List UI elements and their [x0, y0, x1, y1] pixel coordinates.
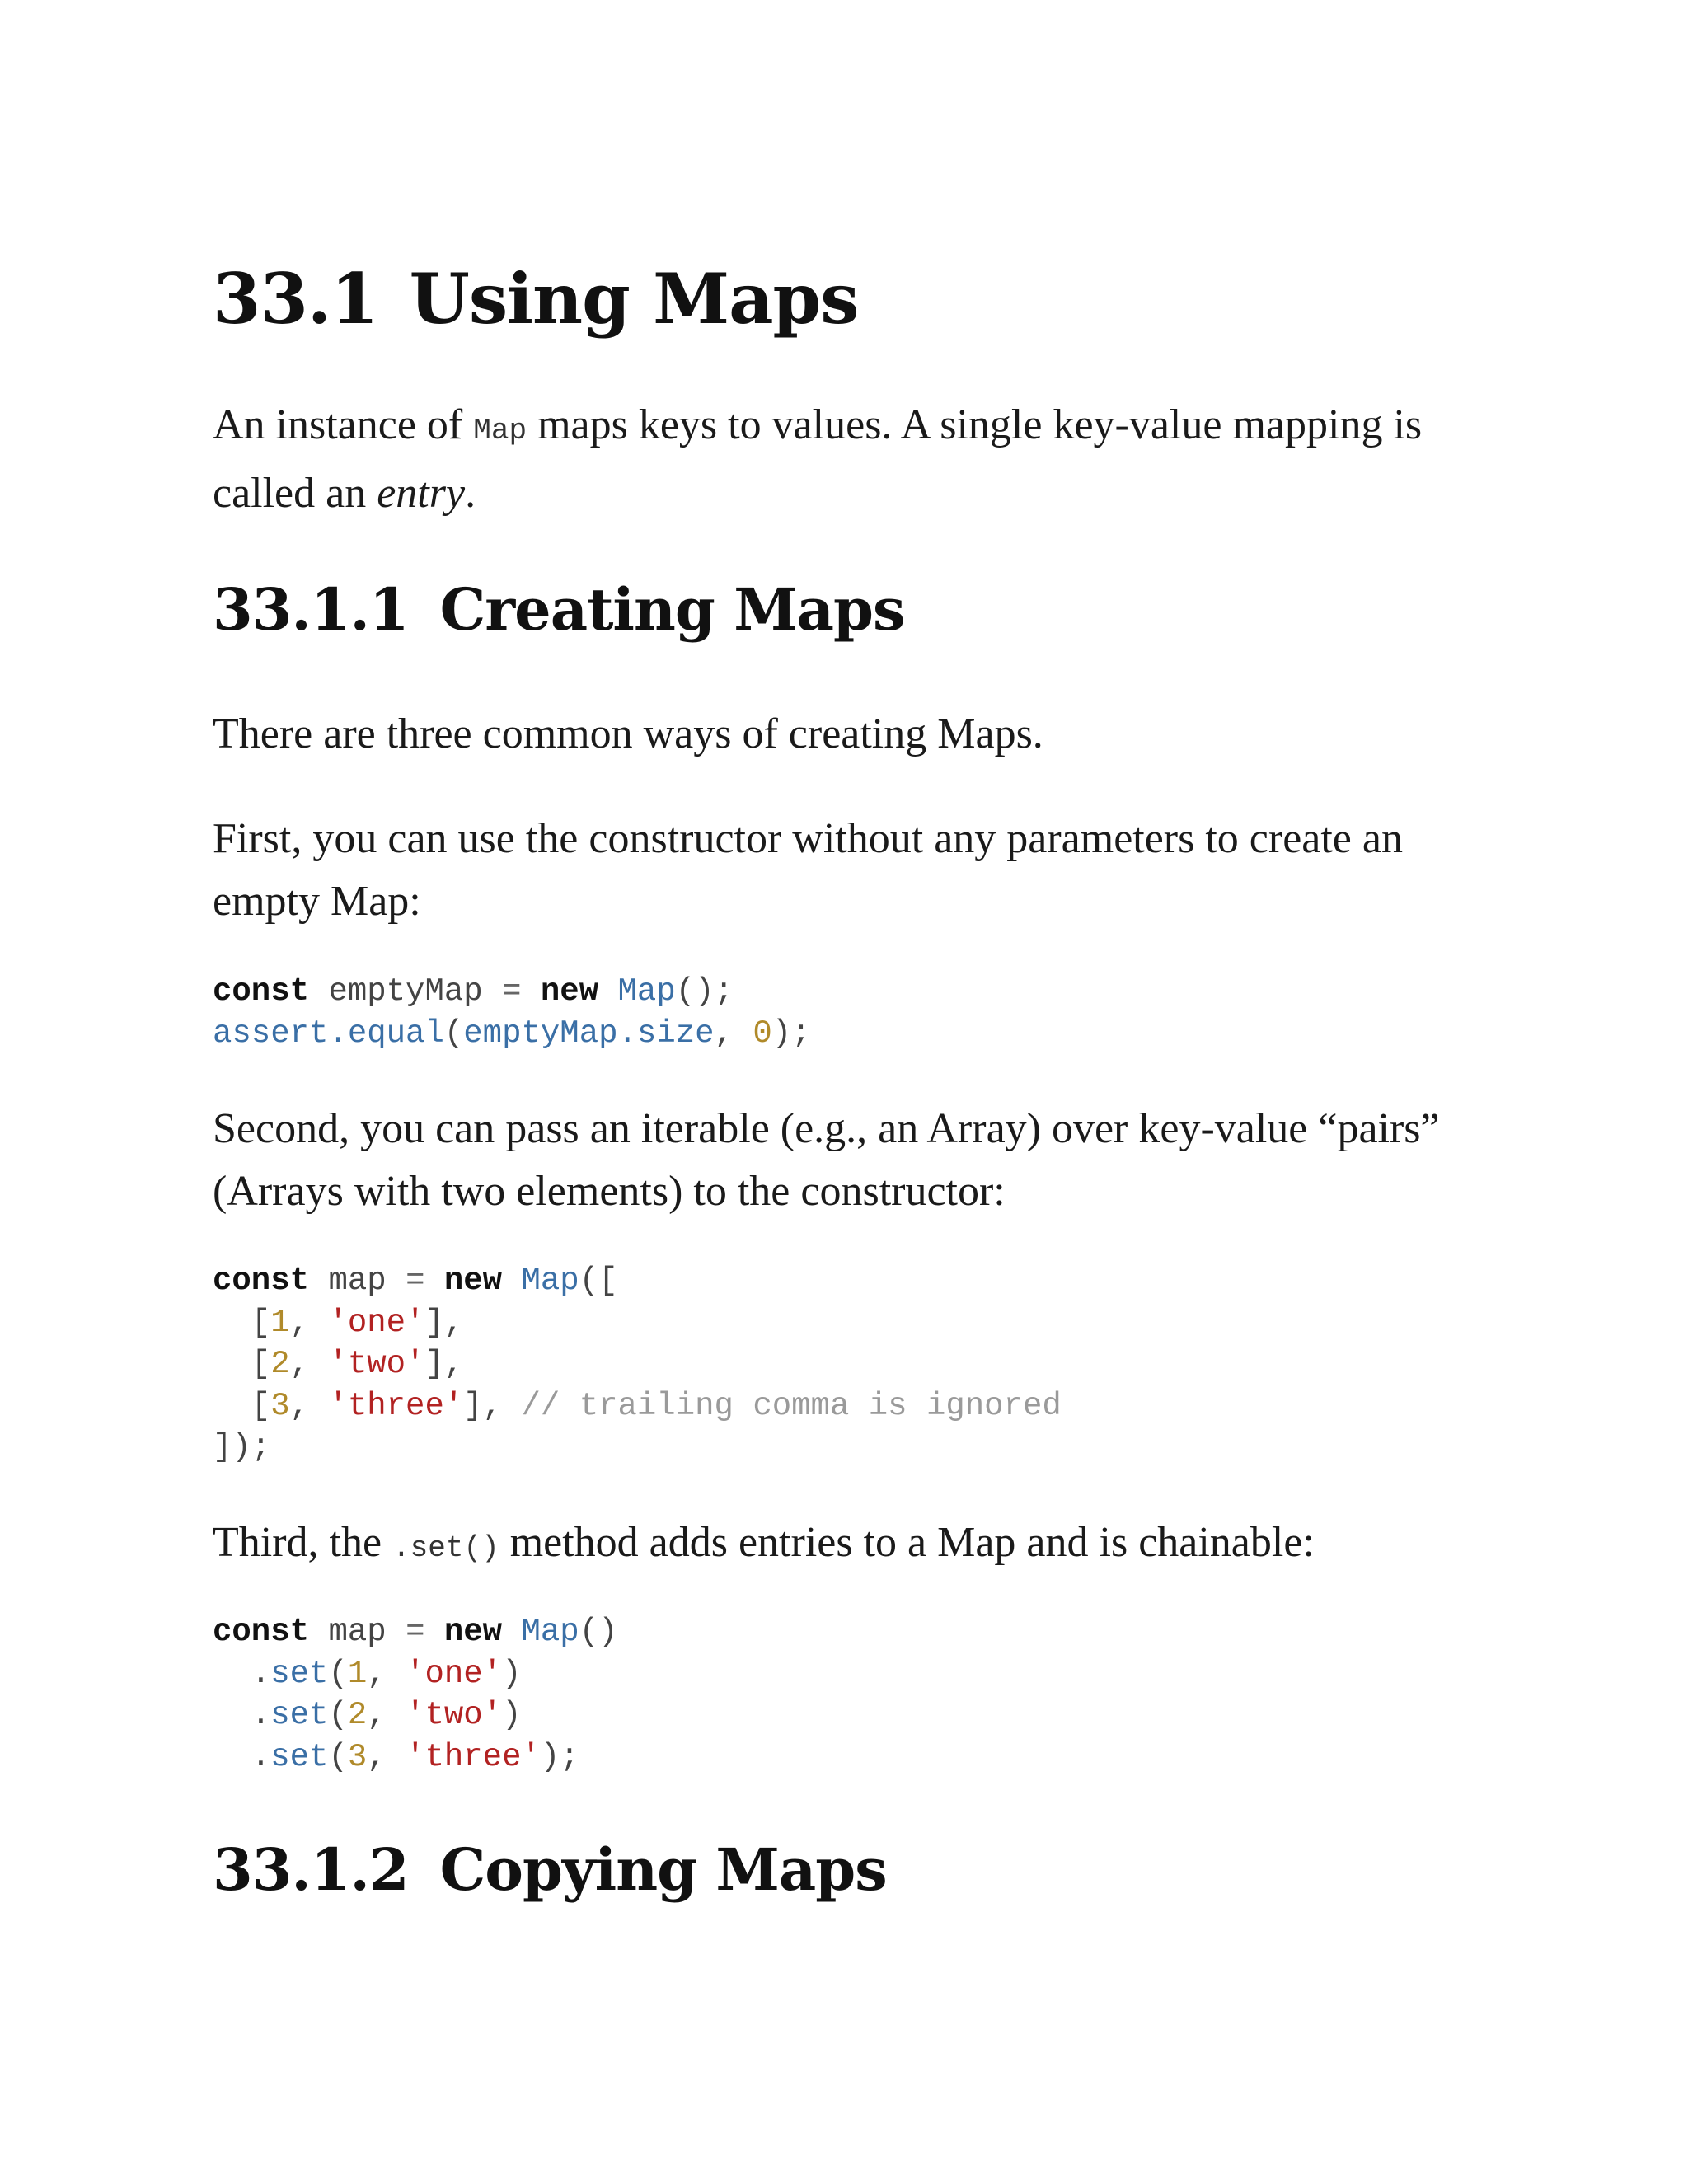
subsection-heading-copying — [213, 1832, 887, 1908]
intro-paragraph: An instance of Map maps keys to values. A single key-value mapping is called an entry. — [213, 401, 1423, 517]
subsection-title: Copying Maps — [439, 1835, 887, 1904]
subsection-number: 33.1.2 — [213, 1835, 409, 1904]
inline-code-map: Map — [473, 414, 528, 448]
code-block-set-chain: const map = new Map() .set(1, 'one') .set(2, 'two') .set(3, 'three'); — [213, 1614, 618, 1775]
section-heading — [213, 254, 859, 344]
subsection-number: 33.1.1 — [213, 575, 409, 644]
paragraph-third: Third, the .set() method adds entries to a Map and is chainable: — [213, 1519, 1315, 1566]
subsection-heading-creating — [213, 572, 904, 648]
emphasis-entry: entry — [377, 470, 466, 517]
section-number: 33.1 — [213, 258, 378, 340]
paragraph-first: First, you can use the constructor without any parameters to create an empty Map: — [213, 815, 1403, 925]
paragraph-three-ways: There are three common ways of creating Maps. — [213, 710, 1043, 757]
inline-code-set: .set() — [392, 1531, 499, 1565]
paragraph-second: Second, you can pass an iterable (e.g., an Array) over key-value “pairs” (Arrays with two elements) to the constructor: — [213, 1105, 1440, 1215]
code-block-iterable: const map = new Map([ [1, 'one'], [2, 'two'], [3, 'three'], // trailing comma is ignored ]); — [213, 1263, 1062, 1465]
subsection-title: Creating Maps — [439, 575, 905, 644]
section-title: Using Maps — [409, 258, 859, 340]
code-block-empty-map: const emptyMap = new Map(); assert.equal(emptyMap.size, 0); — [213, 973, 811, 1052]
